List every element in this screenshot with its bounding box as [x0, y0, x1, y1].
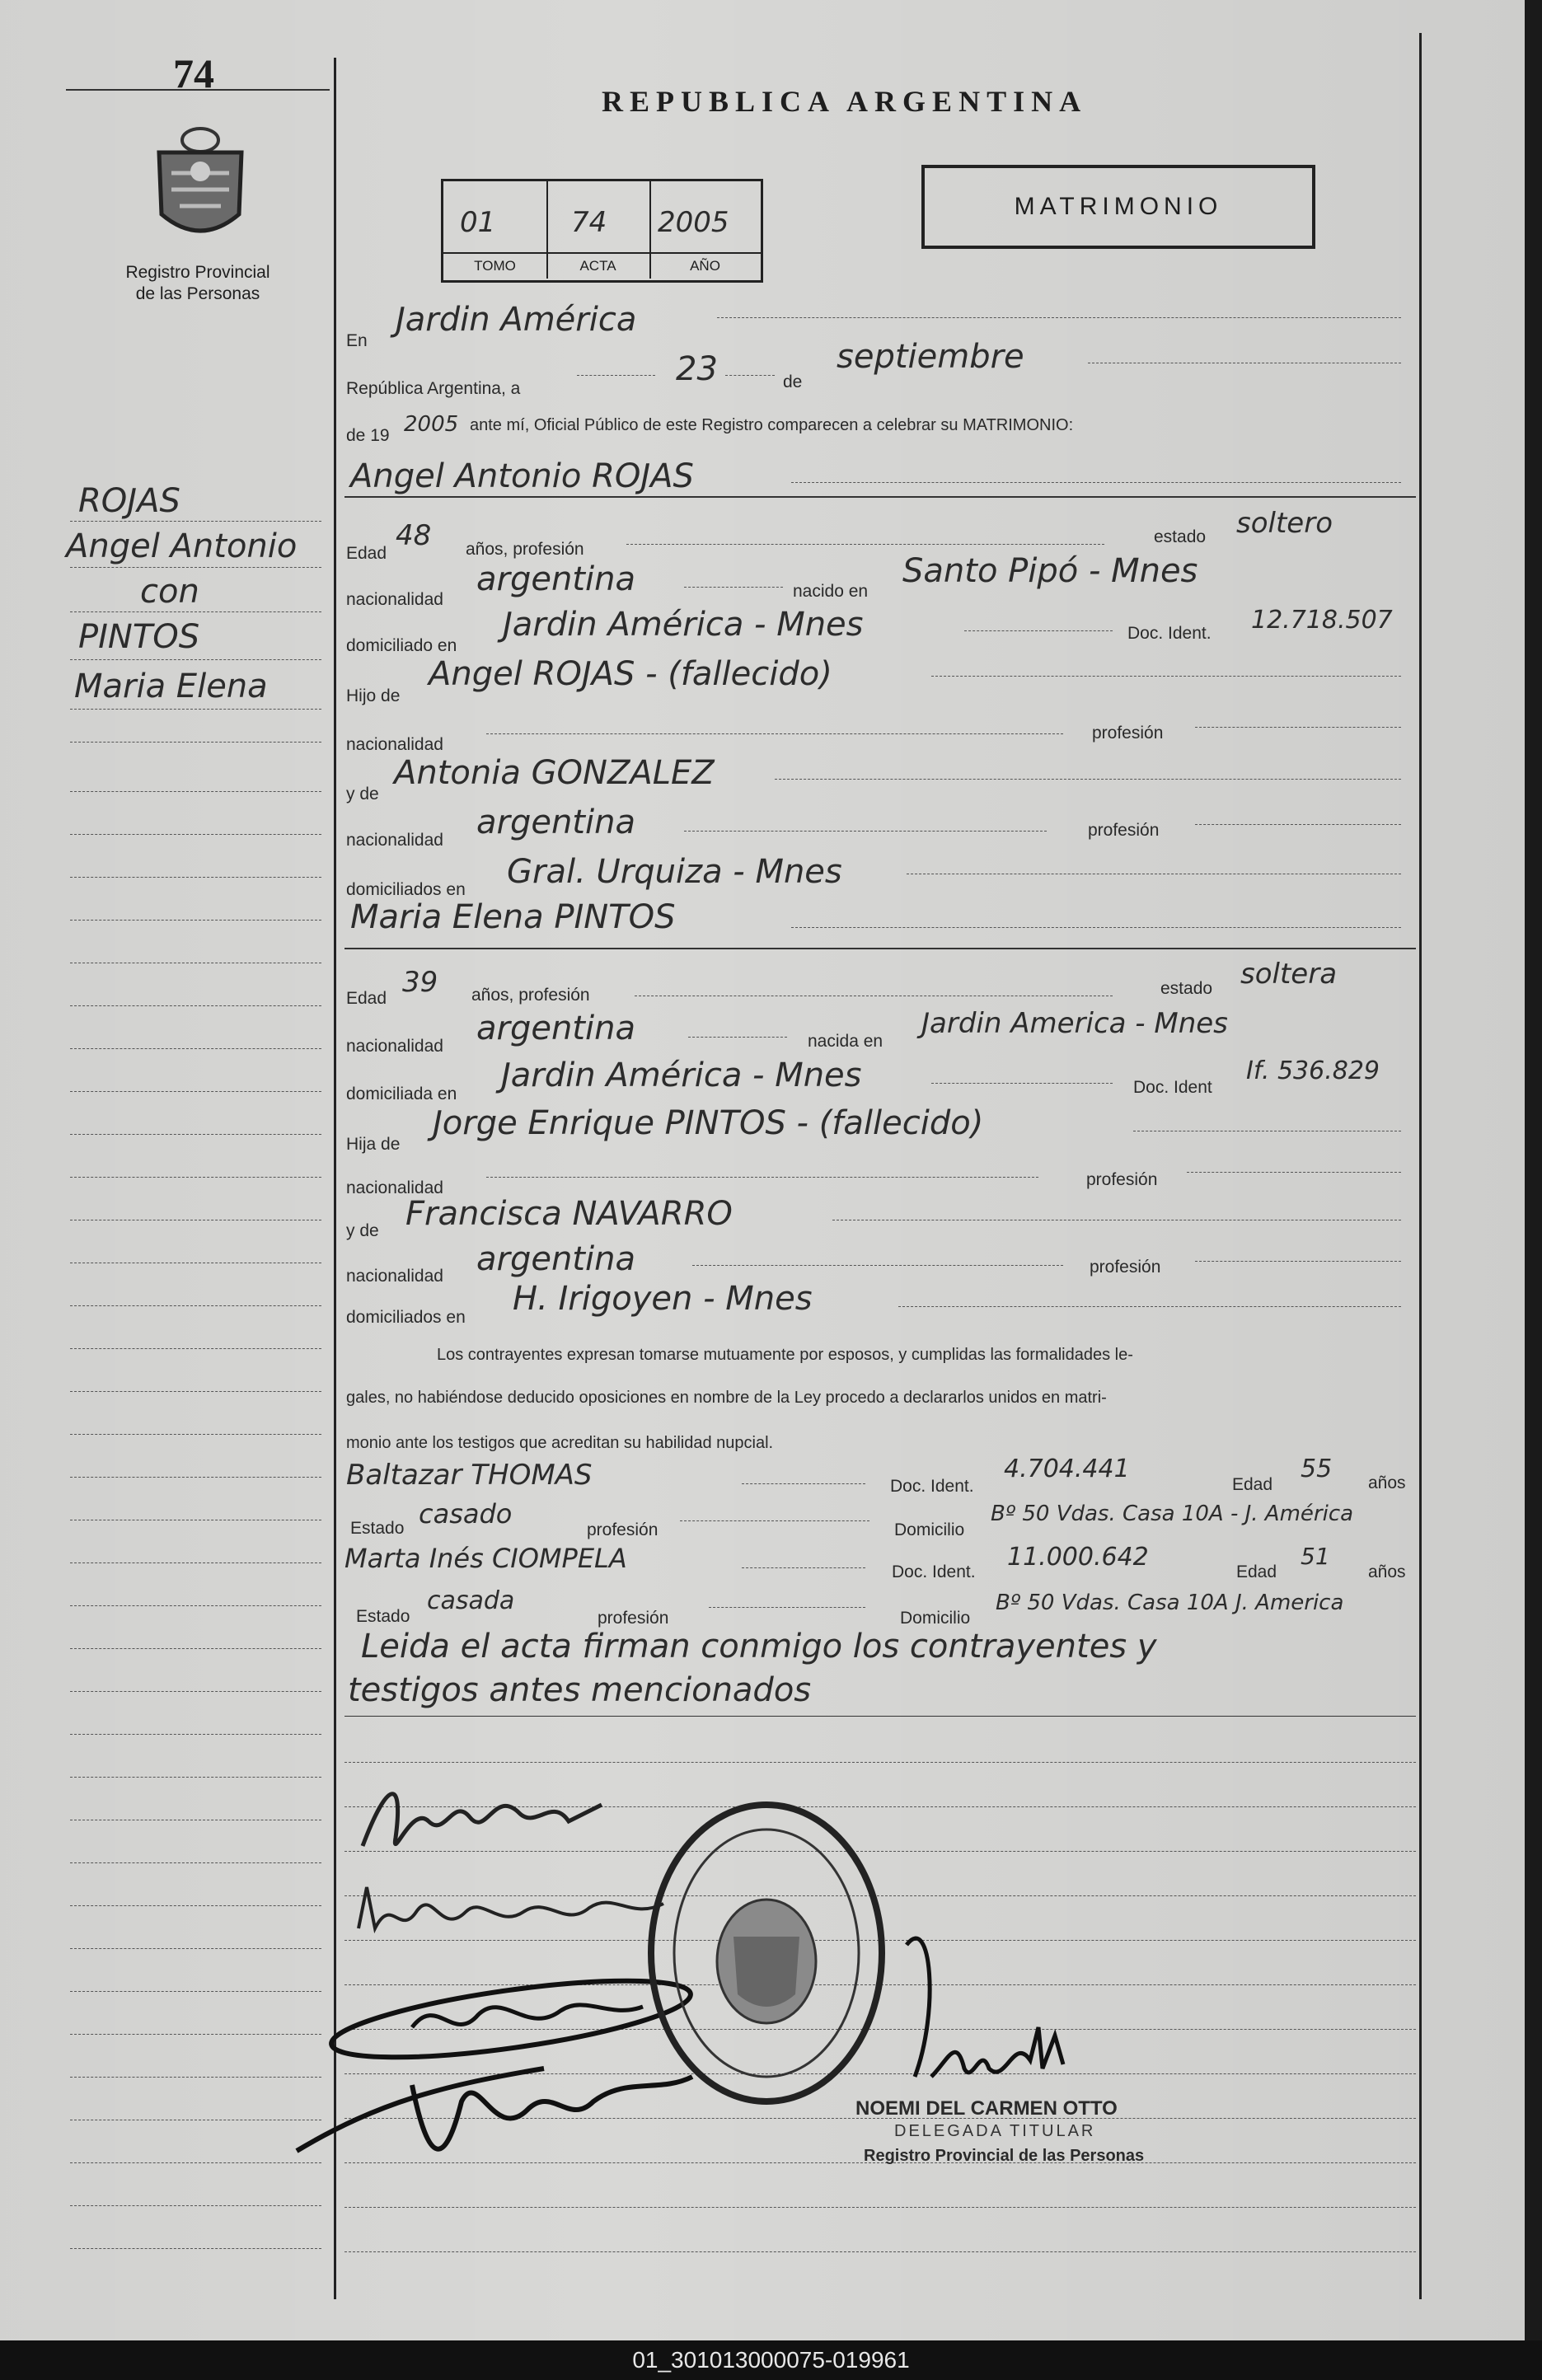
- act-type-box: MATRIMONIO: [921, 165, 1315, 249]
- bride-yde-label: y de: [346, 1221, 379, 1240]
- bride-padre: Jorge Enrique PINTOS - (fallecido): [433, 1104, 984, 1142]
- bride-madre-nac: argentina: [476, 1240, 635, 1278]
- groom-hijo-label: Hijo de: [346, 686, 401, 705]
- declaration-line-1: Los contrayentes expresan tomarse mutuamente por esposos, y cumplidas las formalidades le-: [437, 1346, 1133, 1364]
- witness2-name: Marta Inés CIOMPELA: [344, 1543, 627, 1574]
- witness2-dom-label: Domicilio: [900, 1609, 971, 1628]
- acta-label: ACTA: [546, 252, 651, 279]
- margin-note-con: con: [140, 573, 199, 611]
- bride-padres-dom: H. Irigoyen - Mnes: [513, 1280, 813, 1318]
- bride-estado-label: estado: [1160, 979, 1213, 998]
- margin-column-divider: [334, 58, 336, 2299]
- witness2-estado-label: Estado: [356, 1607, 410, 1626]
- official-office: Registro Provincial de las Personas: [864, 2147, 1145, 2165]
- witness1-estado: casado: [419, 1498, 513, 1530]
- witness2-prof-label: profesión: [598, 1609, 669, 1628]
- groom-estado-label: estado: [1154, 527, 1207, 546]
- bride-section-rule: [344, 948, 1416, 949]
- bride-hija-label: Hija de: [346, 1135, 401, 1154]
- groom-prof-label: profesión: [1092, 724, 1164, 743]
- margin-note-given: Angel Antonio: [66, 527, 298, 565]
- groom-nac-label: nacionalidad: [346, 590, 443, 609]
- groom-prof2-label: profesión: [1088, 821, 1160, 840]
- groom-doc-label: Doc. Ident.: [1127, 624, 1212, 643]
- image-id-footer: 01_301013000075-019961: [0, 2340, 1542, 2380]
- official-title: DELEGADA TITULAR: [894, 2122, 1096, 2140]
- groom-edad-label: Edad: [346, 544, 387, 563]
- groom-madre: Antonia GONZALEZ: [394, 754, 715, 792]
- bride-prof2-label: profesión: [1090, 1258, 1161, 1277]
- bride-name: Maria Elena PINTOS: [350, 898, 676, 936]
- tomo-label: TOMO: [443, 252, 548, 279]
- closing-line-1: Leida el acta firman conmigo los contrayentes y: [361, 1628, 1157, 1666]
- year-value: 2005: [404, 412, 459, 437]
- bride-nac-label: nacionalidad: [346, 1037, 443, 1056]
- tomo-value: 01: [460, 206, 496, 239]
- bride-nac3-label: nacionalidad: [346, 1267, 443, 1286]
- groom-domicilio: Jardin América - Mnes: [503, 606, 864, 644]
- official-name: NOEMI DEL CARMEN OTTO: [855, 2097, 1118, 2120]
- witness1-prof-label: profesión: [587, 1520, 659, 1539]
- bride-domicilio: Jardin América - Mnes: [501, 1056, 862, 1094]
- right-border-line: [1419, 33, 1422, 2299]
- witness1-edad-label: Edad: [1232, 1475, 1273, 1494]
- bride-madre: Francisca NAVARRO: [405, 1195, 733, 1233]
- bride-nacionalidad: argentina: [476, 1010, 635, 1047]
- bride-nacida: Jardin America - Mnes: [921, 1007, 1228, 1040]
- bride-prof-label: profesión: [1086, 1170, 1158, 1189]
- groom-nac2-label: nacionalidad: [346, 735, 443, 754]
- signature-official: [882, 1912, 1096, 2114]
- de19-label: de 19: [346, 426, 390, 445]
- witness1-estado-label: Estado: [350, 1519, 405, 1538]
- month-value: septiembre: [837, 338, 1024, 376]
- declaration-line-3: monio ante los testigos que acreditan su habilidad nupcial.: [346, 1434, 774, 1452]
- signature-bride: [350, 1871, 680, 1957]
- bride-anos-label: años, profesión: [471, 986, 590, 1005]
- witness2-estado: casada: [427, 1586, 515, 1615]
- witness1-dom-label: Domicilio: [894, 1520, 965, 1539]
- groom-estado: soltero: [1236, 507, 1333, 540]
- margin-note-surname2: PINTOS: [78, 618, 200, 656]
- witness1-doc-label: Doc. Ident.: [890, 1477, 974, 1496]
- groom-section-rule: [344, 496, 1416, 498]
- witness2-anos-label: años: [1368, 1562, 1406, 1581]
- groom-nacionalidad: argentina: [476, 560, 635, 598]
- groom-doc: 12.718.507: [1251, 606, 1393, 635]
- anio-label: AÑO: [649, 252, 761, 279]
- groom-nacido-label: nacido en: [793, 582, 869, 601]
- groom-padre: Angel ROJAS - (fallecido): [429, 655, 832, 693]
- bride-edad: 39: [402, 966, 438, 999]
- groom-doms-label: domiciliados en: [346, 880, 466, 899]
- place-value: Jardin América: [396, 301, 637, 339]
- register-box: [441, 179, 763, 283]
- declaration-line-2: gales, no habiéndose deducido oposiciones en nombre de la Ley procedo a declararlos unidos en matri-: [346, 1389, 1107, 1407]
- groom-anos-label: años, profesión: [466, 540, 584, 559]
- bride-edad-label: Edad: [346, 989, 387, 1008]
- bride-doc: If. 536.829: [1246, 1056, 1380, 1085]
- witness2-doc: 11.000.642: [1007, 1543, 1149, 1572]
- witness2-doc-label: Doc. Ident.: [892, 1562, 976, 1581]
- bride-doms-label: domiciliados en: [346, 1308, 466, 1327]
- bride-nac2-label: nacionalidad: [346, 1178, 443, 1197]
- folio-number: 74: [173, 50, 214, 96]
- witness1-domicilio: Bº 50 Vdas. Casa 10A - J. América: [991, 1502, 1354, 1526]
- witness1-doc: 4.704.441: [1004, 1455, 1130, 1483]
- witness2-domicilio: Bº 50 Vdas. Casa 10A J. America: [996, 1591, 1344, 1615]
- groom-name: Angel Antonio ROJAS: [350, 457, 694, 495]
- groom-nac3-label: nacionalidad: [346, 831, 443, 850]
- witness2-edad-label: Edad: [1236, 1562, 1277, 1581]
- coat-of-arms-icon: [147, 124, 254, 251]
- bride-doc-label: Doc. Ident: [1133, 1078, 1212, 1097]
- de-label: de: [783, 372, 803, 391]
- intro-rest: ante mí, Oficial Público de este Registro comparecen a celebrar su MATRIMONIO:: [470, 416, 1074, 434]
- registry-label: Registro Provincial de las Personas: [125, 263, 270, 303]
- acta-value: 74: [571, 206, 607, 239]
- closing-line-2: testigos antes mencionados: [348, 1671, 812, 1709]
- signature-groom: [354, 1772, 635, 1875]
- groom-dom-label: domiciliado en: [346, 636, 457, 655]
- day-value: 23: [676, 350, 718, 388]
- en-label: En: [346, 331, 368, 350]
- witness2-edad: 51: [1301, 1543, 1330, 1570]
- groom-yde-label: y de: [346, 785, 379, 803]
- bride-dom-label: domiciliada en: [346, 1085, 457, 1103]
- witness1-anos-label: años: [1368, 1473, 1406, 1492]
- official-seal-icon: [643, 1797, 890, 2114]
- groom-padres-dom: Gral. Urquiza - Mnes: [507, 853, 842, 891]
- witness1-edad: 55: [1301, 1455, 1333, 1483]
- country-title: REPUBLICA ARGENTINA: [602, 85, 1088, 118]
- anio-value: 2005: [658, 206, 729, 239]
- witness1-name: Baltazar THOMAS: [346, 1459, 593, 1492]
- bride-estado: soltera: [1240, 958, 1338, 991]
- groom-madre-nac: argentina: [476, 803, 635, 841]
- margin-note-given2: Maria Elena: [74, 668, 268, 705]
- margin-note-surname: ROJAS: [78, 482, 180, 520]
- groom-edad: 48: [396, 519, 432, 552]
- groom-nacido: Santo Pipó - Mnes: [902, 552, 1198, 590]
- republica-label: República Argentina, a: [346, 379, 521, 398]
- bride-nacida-label: nacida en: [808, 1032, 883, 1051]
- closing-rule: [344, 1716, 1416, 1717]
